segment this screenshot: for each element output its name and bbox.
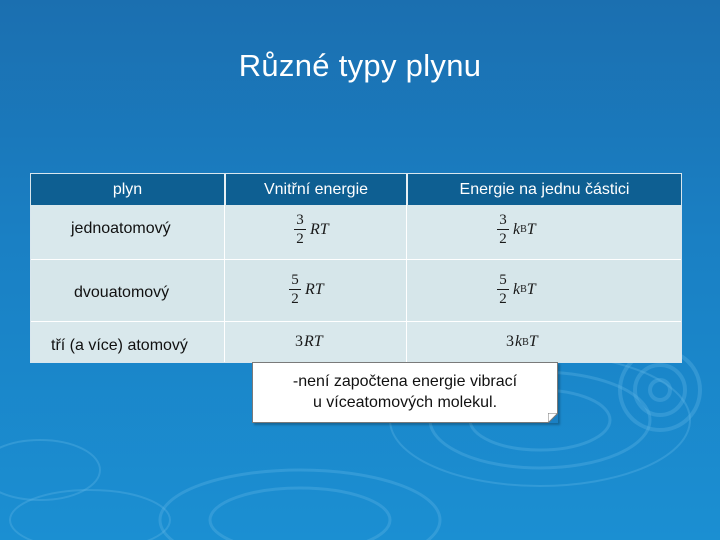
table-header-row (31, 174, 681, 207)
note-line-2: u víceatomových molekul. (312, 394, 498, 411)
gas-label-polyatomic: tří (a více) atomový (51, 337, 188, 354)
formula-particle-energy-diatomic: $\frac{5}{2}$ k B T (497, 272, 536, 307)
header-internal-energy: Vnitřní energie (224, 174, 406, 205)
header-gas: plyn (112, 180, 143, 198)
formula-particle-energy-polyatomic: 3 k B T (506, 333, 538, 350)
formula-internal-energy-monatomic: $\frac{3}{2}$ RT (294, 212, 329, 247)
vibration-note-box (252, 362, 558, 423)
formula-internal-energy-polyatomic: 3 RT (295, 333, 323, 350)
gas-label-monatomic: jednoatomový (71, 220, 171, 237)
gas-label-diatomic: dvouatomový (74, 284, 170, 301)
gas-energy-table (30, 173, 682, 363)
formula-particle-energy-monatomic: $\frac{3}{2}$ k B T (497, 212, 536, 247)
header-particle-energy: Energie na jednu částici (406, 174, 681, 205)
formula-internal-energy-diatomic: $\frac{5}{2}$ RT (289, 272, 324, 307)
folded-corner-icon (548, 413, 558, 423)
slide-title: Různé typy plynu (238, 48, 482, 83)
note-line-1: -není započtena energie vibrací (292, 373, 518, 390)
